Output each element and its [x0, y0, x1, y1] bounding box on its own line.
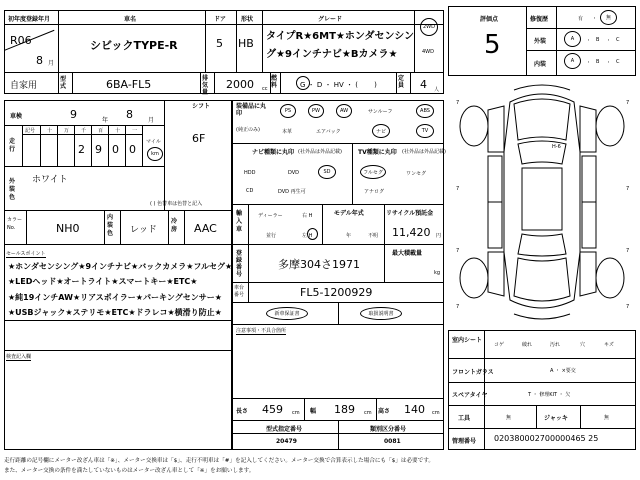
drive-2wd-circle	[420, 18, 438, 36]
import-parallel: 並行	[266, 233, 277, 239]
management-label: 管理番号	[452, 438, 477, 445]
divider	[125, 125, 126, 166]
inspection-month: 8	[126, 108, 133, 121]
mileage-digit: 2	[78, 143, 85, 156]
car-damage-diagram	[448, 82, 636, 322]
import-dealer: ディーラー	[258, 213, 283, 219]
equipment-pw: PW	[312, 108, 320, 114]
divider	[352, 143, 353, 204]
divider	[448, 405, 636, 406]
recycle-label: リサイクル預託金	[386, 210, 434, 217]
exterior-grade-a-circle	[564, 31, 581, 47]
rear-bumper	[514, 314, 570, 319]
spare-tire-options: T ・ 修理KIT ・ 欠	[528, 392, 571, 398]
height-unit: cm	[432, 410, 440, 416]
divider	[72, 72, 73, 94]
divider	[200, 72, 201, 94]
repair-none-circle	[600, 10, 617, 25]
car-rear-window	[518, 234, 566, 256]
doors-label: ドア	[214, 16, 226, 23]
length-value: 459	[262, 403, 283, 416]
equipment-leather: 本革	[282, 129, 293, 135]
footer-note-2: また、メーター交換の条件を満たしていないものはメーター改ざん車として「※」をお願いします。	[4, 468, 255, 474]
diagram-mark: 7	[626, 100, 630, 106]
mileage-unit: 十	[47, 128, 53, 134]
exterior-color: ホワイト	[32, 175, 68, 185]
nav-dvd: DVD	[288, 170, 300, 176]
divider	[40, 125, 41, 166]
tools-value: 無	[506, 415, 512, 421]
chassis-label: 車台番号	[234, 285, 245, 298]
jack-label: ジャッキ	[544, 415, 568, 422]
divider	[376, 398, 377, 420]
divider	[214, 72, 215, 94]
interior-grade-a: A	[570, 58, 575, 64]
divider	[410, 72, 411, 94]
divider	[232, 143, 444, 144]
interior-sheet-option: キズ	[604, 342, 614, 348]
cc-unit: cc	[262, 86, 268, 92]
wheel-front-right	[596, 106, 624, 146]
recycle-value: 11,420	[392, 226, 431, 239]
exterior-grade-label: 外装	[534, 38, 547, 45]
tools-label: 工具	[458, 415, 471, 422]
interior-color-value: レッド	[130, 225, 157, 235]
divider	[556, 6, 557, 76]
km-circle	[147, 147, 163, 161]
divider	[168, 210, 169, 244]
front-glass-options: A ・ ×要交	[550, 368, 576, 374]
nav-hdd: HDD	[244, 170, 256, 176]
mileage-digit: 9	[95, 143, 102, 156]
equipment-ps-circle	[280, 104, 296, 118]
car-hood	[514, 99, 570, 140]
divider	[4, 166, 164, 167]
mileage-unit: 十	[115, 128, 121, 134]
diagram-mark: 7	[456, 304, 460, 310]
height-label: 高さ	[378, 408, 391, 415]
divider	[4, 72, 444, 73]
import-right-h: 右 H	[302, 213, 313, 219]
height-value: 140	[404, 403, 425, 416]
exterior-note: ( ) 色替車は色替と記入	[150, 201, 203, 207]
rear-left-fender	[488, 252, 504, 296]
sales-point-line: ★USBジャック★ステリモ★ETC★ドラレコ★横滑り防止★	[8, 308, 222, 317]
displacement-value: 2000	[226, 78, 254, 91]
header-divider	[4, 24, 444, 25]
registration-year: R06	[10, 34, 32, 47]
registration-month: 8	[36, 54, 43, 67]
wheel-rear-right	[596, 258, 624, 298]
divider	[248, 282, 249, 302]
divider	[26, 210, 27, 244]
repair-option-sep: ・	[592, 16, 598, 22]
divider	[142, 125, 143, 166]
repair-label: 修復歴	[530, 16, 549, 23]
warranty-circle	[266, 307, 308, 320]
shape-label: 形状	[241, 16, 254, 23]
divider	[536, 405, 537, 428]
wheel-front-left	[460, 106, 488, 146]
shape-value: HB	[238, 37, 254, 50]
equipment-sunroof: サンルーフ	[368, 109, 393, 115]
divider	[262, 10, 263, 72]
max-load-unit: kg	[434, 270, 441, 276]
grade-label: グレード	[318, 16, 343, 23]
first-registration-label: 初年度登録年月	[8, 16, 51, 23]
divider	[232, 204, 444, 205]
interior-sheet-option: 破れ	[522, 342, 533, 348]
grade-line-2: グ★9インチナビ★Bカメラ★	[266, 49, 398, 60]
divider	[58, 10, 59, 72]
divider	[58, 72, 59, 94]
nav-title: ナビ種類に丸印	[252, 149, 295, 156]
rear-right-fender	[580, 252, 596, 296]
fuel-selected-circle	[296, 76, 310, 90]
sales-points-label: セールスポイント	[6, 251, 46, 257]
car-roof	[522, 168, 562, 230]
divider	[4, 350, 232, 351]
interior-grade-sep: ・	[586, 60, 592, 66]
tv-analog: アナログ	[364, 189, 385, 195]
length-label: 長さ	[236, 408, 249, 415]
model-label: 型式	[60, 76, 67, 90]
mileage-unit-symbol: 記号	[25, 128, 36, 134]
max-load-label: 最大積載量	[392, 250, 423, 257]
car-name-label: 車名	[124, 16, 137, 23]
equipment-navi-circle	[372, 124, 390, 138]
displacement-label: 排気量	[202, 75, 209, 96]
doors-value: 5	[216, 37, 223, 50]
drive-4wd: 4WD	[422, 49, 434, 55]
divider	[526, 28, 636, 29]
interior-sheet-option: 汚れ	[550, 342, 561, 348]
capacity-value: 4	[420, 78, 427, 91]
wheel-rear-left	[460, 258, 488, 298]
import-left-h-circle	[307, 228, 318, 240]
tv-fullseg-circle	[360, 165, 386, 179]
tv-oneseg: ワンセグ	[406, 171, 427, 177]
score-value: 5	[484, 30, 501, 60]
width-label: 幅	[310, 408, 317, 415]
inspector-label: 検査記入欄	[6, 354, 32, 360]
length-unit: cm	[292, 410, 300, 416]
capacity-unit: 人	[434, 87, 440, 93]
divider	[236, 10, 237, 72]
divider	[232, 398, 444, 399]
diagram-mark: 7	[626, 248, 630, 254]
equipment-ps: PS	[284, 108, 292, 114]
mile-label: マイル	[146, 139, 161, 145]
exterior-grade-a: A	[570, 36, 575, 42]
tv-fullseg: フルセグ	[363, 169, 383, 176]
divider	[4, 210, 232, 211]
management-number: 020380002700000465 25	[494, 434, 599, 443]
sales-point-line: ★ホンダセンシング★9インチナビ★バックカメラ★フルセグ★	[8, 262, 233, 271]
nav-sd-circle	[318, 165, 336, 179]
footer-note-1: 走行距離の記号欄にメーター改ざん車は「※」、メーター交換車は「$」、走行不明車は「#」を記入してください。メーター交換で合算表示した場合にも「$」は必要です。	[4, 458, 434, 464]
divider	[248, 244, 249, 282]
equipment-pw-circle	[308, 104, 324, 118]
divider	[448, 428, 636, 429]
spare-tire-label: スペアタイヤ	[452, 392, 488, 399]
inspection-year-unit: 年	[102, 117, 109, 124]
divider	[205, 10, 206, 72]
class-number-label: 類別区分番号	[370, 426, 407, 433]
divider	[322, 204, 323, 244]
color-code-label: カラー No.	[7, 217, 23, 231]
manual-circle	[360, 307, 402, 320]
divider	[120, 210, 121, 244]
divider	[104, 210, 105, 244]
drive-2wd: 2WD	[423, 24, 435, 30]
use-type: 自家用	[10, 81, 38, 91]
equipment-abs-circle	[416, 104, 434, 118]
interior-sheet-option: コゲ	[494, 342, 505, 348]
model-year-year: 年	[346, 233, 352, 239]
divider	[4, 244, 232, 245]
equipment-aw-circle	[336, 104, 352, 118]
equipment-tv: TV	[421, 128, 429, 134]
interior-sheet-label: 室内シート	[452, 337, 483, 344]
equipment-sub-label: (純正のみ)	[236, 127, 260, 133]
front-right-fender	[580, 106, 596, 152]
divider	[448, 358, 636, 359]
shift-label: シフト	[192, 103, 211, 110]
mileage-unit: 万	[64, 128, 70, 134]
divider	[384, 244, 385, 282]
model-code: 6BA-FL5	[106, 78, 152, 91]
divider	[304, 398, 305, 420]
jack-value: 無	[604, 415, 610, 421]
divider	[22, 125, 23, 166]
interior-grade-b: B	[596, 59, 600, 65]
mileage-unit: 百	[98, 128, 104, 134]
type-designation-label: 型式指定番号	[266, 426, 303, 433]
front-bumper	[514, 85, 570, 90]
front-glass-label: フロントガラス	[452, 369, 494, 376]
equipment-aw: AW	[339, 108, 349, 114]
capacity-label: 定員	[398, 75, 405, 89]
new-car-warranty: 新車保証書	[274, 311, 300, 317]
ac-value: AAC	[194, 222, 217, 235]
recycle-unit: 円	[436, 233, 442, 239]
divider	[384, 204, 385, 244]
inspection-label: 車検	[10, 113, 23, 120]
exterior-grade-sep: ・	[606, 38, 612, 44]
divider	[74, 125, 75, 166]
divider	[526, 50, 636, 51]
score-label: 評価点	[480, 16, 499, 23]
diagram-mark: 7	[456, 248, 460, 254]
divider	[57, 125, 58, 166]
divider	[338, 420, 339, 450]
diagram-mark: 7	[456, 186, 460, 192]
fuel-label: 燃料	[271, 75, 278, 89]
tv-note: (社外品は外品記載)	[402, 149, 446, 155]
grade-line-1: タイプR★6MT★ホンダセンシン	[266, 31, 414, 42]
front-left-fender	[488, 106, 504, 152]
diagram-mark: 7	[456, 100, 460, 106]
divider	[184, 210, 185, 244]
diagram-mark: 7	[626, 186, 630, 192]
import-left-h: 左 H	[302, 233, 313, 239]
ac-label: 冷房	[171, 218, 178, 233]
equipment-navi: ナビ	[375, 128, 386, 135]
divider	[232, 244, 444, 245]
interior-sheet-option: 穴	[580, 342, 586, 348]
exterior-label: 外装色	[9, 178, 16, 201]
interior-color-label: 内装色	[107, 214, 114, 237]
fuel-options: G ・ D ・ HV ・ ( )	[300, 81, 377, 89]
equipment-airbag: エアバック	[316, 129, 341, 135]
divider	[396, 72, 397, 94]
month-unit: 月	[48, 60, 55, 67]
nav-cd: CD	[246, 188, 254, 194]
equipment-label: 装備品に丸印	[236, 103, 267, 117]
mileage-unit: 一	[132, 128, 138, 134]
car-trunk	[514, 258, 570, 301]
divider	[280, 72, 281, 94]
notes-label: 注意事項・不具合箇所	[236, 328, 287, 334]
divider	[232, 324, 444, 325]
mileage-label: 走行	[9, 138, 16, 153]
interior-grade-sep: ・	[606, 60, 612, 66]
divider	[108, 125, 109, 166]
repair-option-none: 無	[605, 15, 611, 21]
diagram-mark: 7	[626, 304, 630, 310]
divider	[448, 382, 636, 383]
divider	[580, 405, 581, 428]
diagram-annotation: H-6	[552, 144, 561, 150]
km-label: km	[151, 151, 159, 157]
model-year-unknown: 不明	[368, 233, 379, 239]
import-label: 輸入車	[236, 210, 243, 233]
nav-note: (社外品は外品記載)	[298, 149, 342, 155]
equipment-abs: ABS	[420, 108, 430, 114]
registration-label: 登録番号	[236, 250, 243, 278]
exterior-grade-sep: ・	[586, 38, 592, 44]
owner-manual: 取扱説明書	[368, 311, 394, 317]
divider	[232, 282, 444, 283]
car-name: シビックTYPE-R	[90, 39, 178, 52]
width-value: 189	[334, 403, 355, 416]
chassis-number: FL5-1200929	[300, 286, 373, 299]
sales-point-line: ★純19インチAW★リアスポイラー★パーキングセンサー★	[8, 293, 222, 302]
tv-title: TV種類に丸印	[358, 149, 397, 156]
divider	[4, 320, 232, 321]
mileage-unit: 千	[81, 128, 87, 134]
mileage-digit: 0	[129, 143, 136, 156]
sales-point-line: ★LEDヘッド★オートライト★スマートキー★ETC★	[8, 277, 198, 286]
color-code-value: NH0	[56, 222, 80, 235]
type-designation-value: 20479	[276, 438, 297, 445]
divider	[164, 100, 165, 210]
inspection-year: 9	[70, 108, 77, 121]
interior-grade-a-circle	[564, 53, 581, 69]
nav-sd: SD	[323, 169, 331, 175]
registration-number: 多摩304さ1971	[278, 258, 360, 271]
interior-grade-label: 内装	[534, 61, 547, 68]
width-unit: cm	[364, 410, 372, 416]
divider	[4, 125, 164, 126]
divider	[526, 6, 527, 76]
nav-dvd-playback: DVD 再生可	[278, 189, 306, 195]
model-year-label: モデル年式	[334, 210, 364, 217]
divider	[248, 204, 249, 244]
car-body-outline	[504, 94, 580, 308]
repair-option-yes: 有	[578, 16, 584, 22]
equipment-tv-circle	[416, 124, 434, 138]
exterior-grade-b: B	[596, 37, 600, 43]
divider	[414, 10, 415, 72]
class-number-value: 0081	[384, 438, 401, 445]
mileage-digit: 0	[112, 143, 119, 156]
interior-grade-c: C	[616, 59, 620, 65]
inspection-month-unit: 月	[148, 117, 155, 124]
exterior-grade-c: C	[616, 37, 620, 43]
shift-value: 6F	[192, 132, 206, 145]
divider	[91, 125, 92, 166]
divider	[338, 302, 339, 324]
